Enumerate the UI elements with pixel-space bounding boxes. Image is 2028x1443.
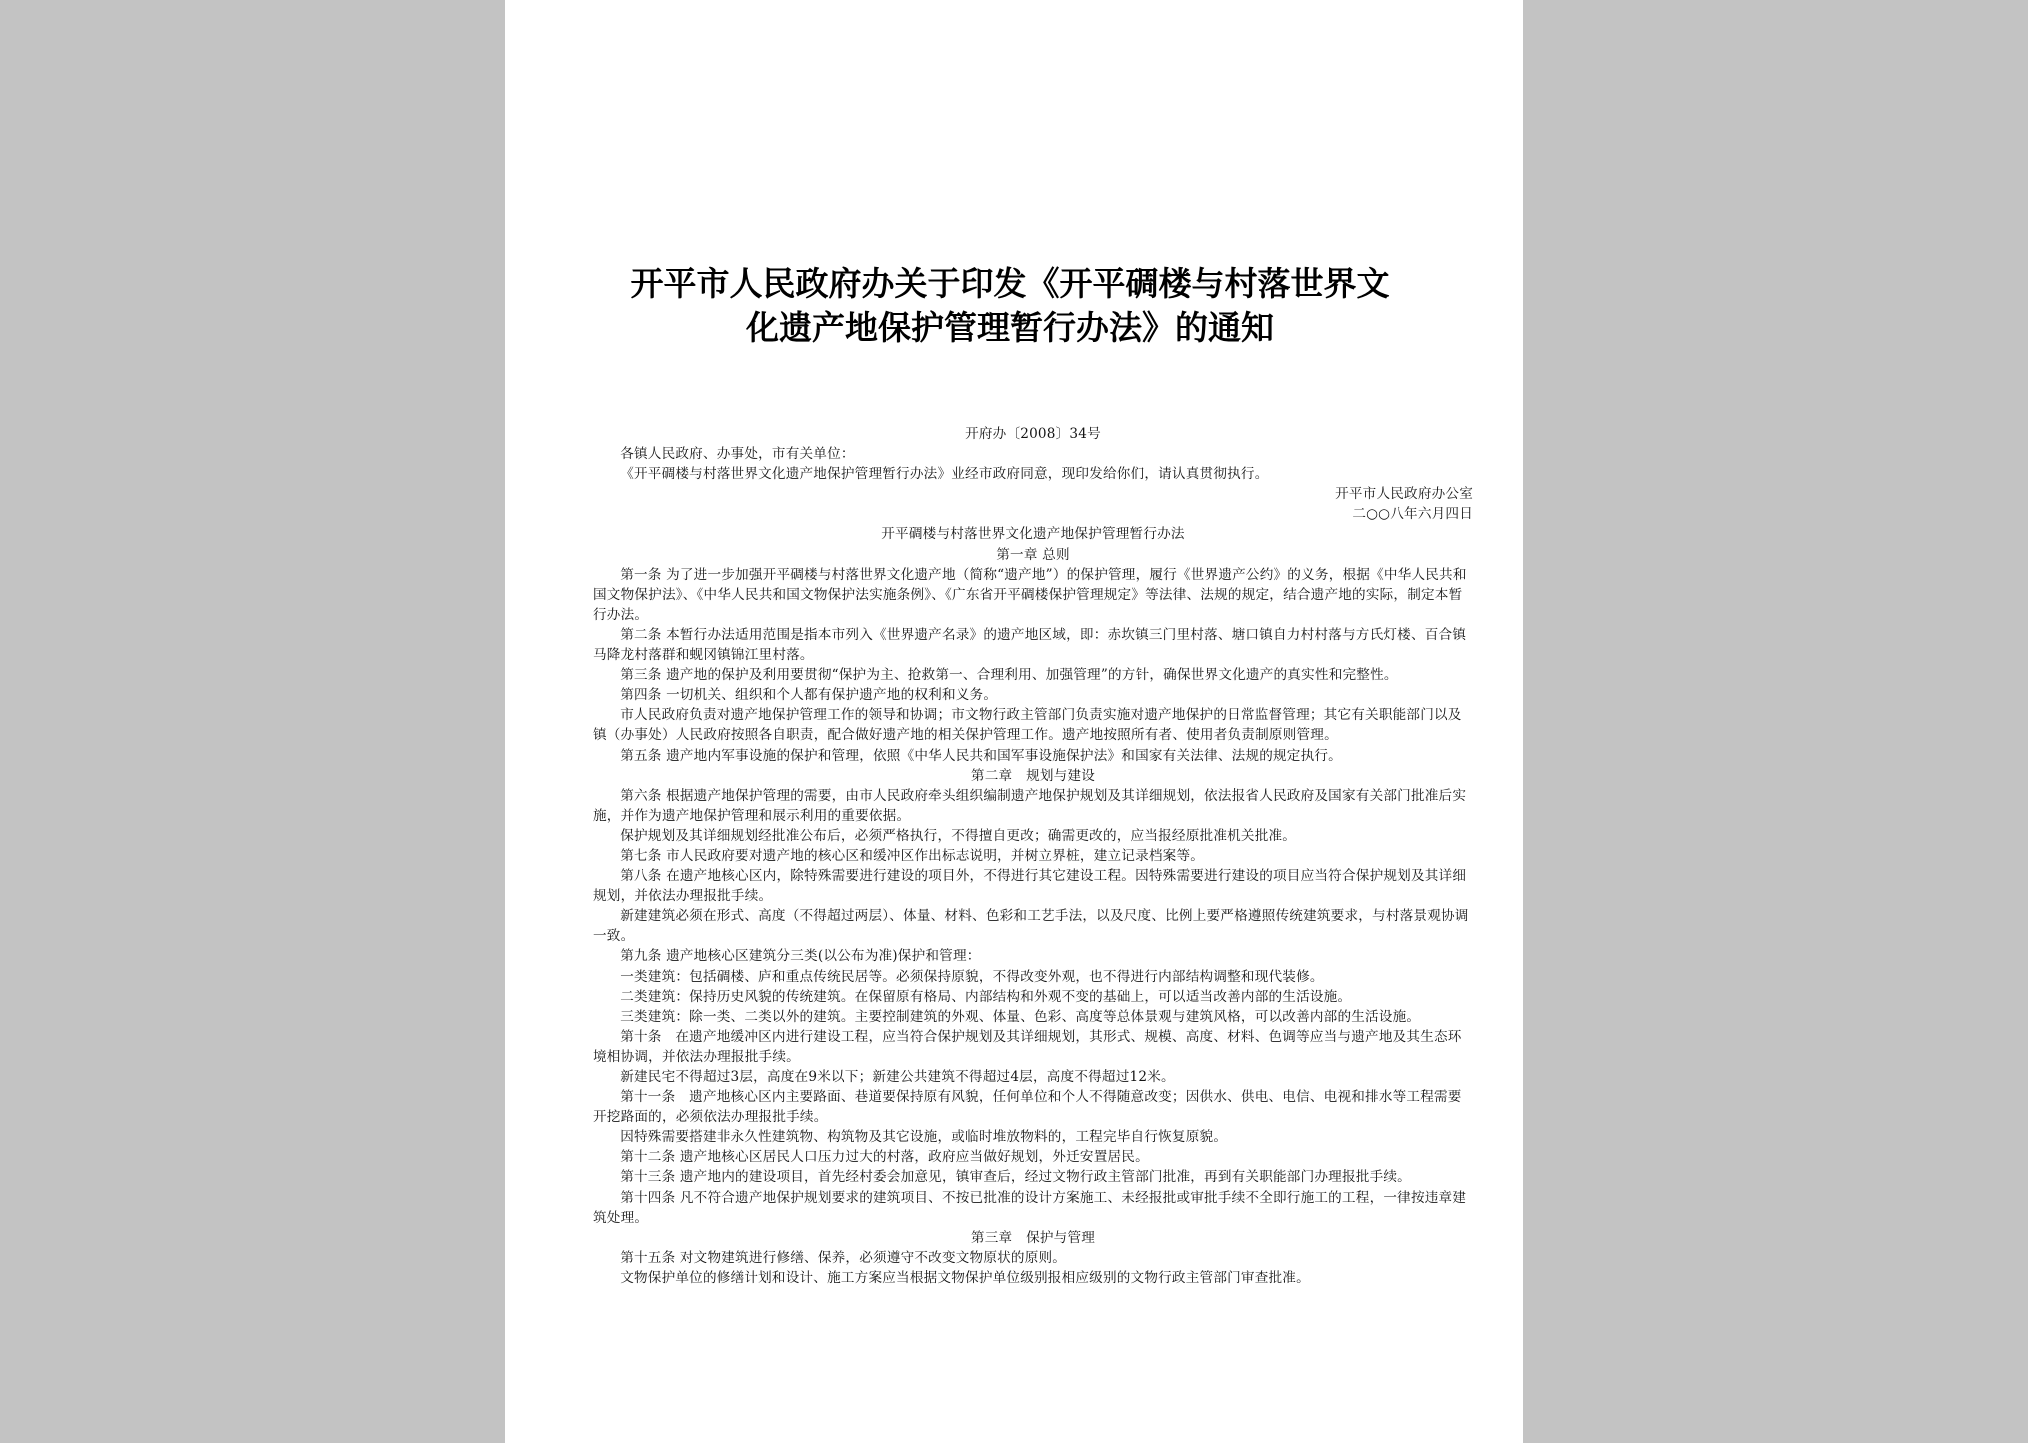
article-paragraph: 一类建筑：包括碉楼、庐和重点传统民居等。必须保持原貌，不得改变外观，也不得进行内部结构调整和现代装修。 [620, 968, 1324, 985]
chapter-heading: 第二章 规划与建设 [970, 767, 1096, 784]
article-paragraph: 第十三条 遗产地内的建设项目，首先经村委会加意见，镇审查后，经过文物行政主管部门批准，再到有关职能部门办理报批手续。 [620, 1169, 1411, 1186]
article-paragraph: 第九条 遗产地核心区建筑分三类(以公布为准)保护和管理： [620, 948, 981, 965]
article-paragraph: 第八条 在遗产地核心区内，除特殊需要进行建设的项目外，不得进行其它建设工程。因特殊需要进行建设的项目应当符合保护规划及其详细规划，并依法办理报批手续。 [593, 868, 1467, 905]
article-paragraph: 三类建筑：除一类、二类以外的建筑。主要控制建筑的外观、体量、色彩、高度等总体景观与建筑风格，可以改善内部的生活设施。 [620, 1008, 1421, 1025]
document-page [505, 0, 1523, 1443]
intro-paragraph: 《开平碉楼与村落世界文化遗产地保护管理暂行办法》业经市政府同意，现印发给你们，请认真贯彻执行。 [620, 466, 1269, 483]
article-paragraph: 第七条 市人民政府要对遗产地的核心区和缓冲区作出标志说明，并树立界桩，建立记录档案等。 [620, 847, 1205, 864]
article-paragraph: 第十四条 凡不符合遗产地保护规划要求的建筑项目、不按已批准的设计方案施工、未经报批或审批手续不全即行施工的工程，一律按违章建筑处理。 [593, 1189, 1467, 1226]
article-paragraph: 市人民政府负责对遗产地保护管理工作的领导和协调；市文物行政主管部门负责实施对遗产地保护的日常监督管理；其它有关职能部门以及镇（办事处）人民政府按照各自职责，配合做好遗产地的相关保护管理工作。遗产地按照所有者、使用者负责制原则管理。 [593, 707, 1462, 744]
article-paragraph: 第十二条 遗产地核心区居民人口压力过大的村落，政府应当做好规划，外迁安置居民。 [620, 1149, 1149, 1166]
chapter-heading: 第三章 保护与管理 [970, 1229, 1096, 1246]
article-paragraph: 因特殊需要搭建非永久性建筑物、构筑物及其它设施，或临时堆放物料的，工程完毕自行恢复原貌。 [620, 1129, 1228, 1146]
article-paragraph: 保护规划及其详细规划经批准公布后，必须严格执行，不得擅自更改；确需更改的，应当报经原批准机关批准。 [620, 827, 1297, 844]
article-paragraph: 第十一条 遗产地核心区内主要路面、巷道要保持原有风貌，任何单位和个人不得随意改变；因供水、供电、电信、电视和排水等工程需要开挖路面的，必须依法办理报批手续。 [593, 1089, 1462, 1126]
addressee: 各镇人民政府、办事处，市有关单位： [620, 446, 855, 463]
chapter-heading: 第一章 总则 [996, 546, 1070, 563]
article-paragraph: 第三条 遗产地的保护及利用要贯彻“保护为主、抢救第一、合理利用、加强管理”的方针，确保世界文化遗产的真实性和完整性。 [620, 667, 1398, 684]
article-paragraph: 二类建筑：保持历史风貌的传统建筑。在保留原有格局、内部结构和外观不变的基础上，可以适当改善内部的生活设施。 [620, 988, 1352, 1005]
issuer: 开平市人民政府办公室 [1335, 486, 1473, 503]
article-paragraph: 第一条 为了进一步加强开平碉楼与村落世界文化遗产地（简称“遗产地”）的保护管理，履行《世界遗产公约》的义务，根据《中华人民共和国文物保护法》、《中华人民共和国文物保护法实施条例》、《广东省开平碉楼保护管理规定》等法律、法规的规定，结合遗产地的实际，制定本暂行办法。 [593, 566, 1467, 623]
doc-number: 开府办〔2008〕34号 [965, 426, 1101, 442]
article-paragraph: 文物保护单位的修缮计划和设计、施工方案应当根据文物保护单位级别报相应级别的文物行政主管部门审查批准。 [620, 1269, 1310, 1286]
document-title [595, 262, 1425, 350]
title-line-2: 化遗产地保护管理暂行办法》的通知 [746, 308, 1274, 347]
article-paragraph: 第十条 在遗产地缓冲区内进行建设工程，应当符合保护规划及其详细规划，其形式、规模、高度、材料、色调等应当与遗产地及其生态环境相协调，并依法办理报批手续。 [593, 1028, 1462, 1065]
document-body [593, 424, 1473, 1288]
article-paragraph: 第十五条 对文物建筑进行修缮、保养，必须遵守不改变文物原状的原则。 [620, 1249, 1067, 1266]
article-paragraph: 新建建筑必须在形式、高度（不得超过两层）、体量、材料、色彩和工艺手法，以及尺度、比例上要严格遵照传统建筑要求，与村落景观协调一致。 [593, 908, 1469, 945]
article-paragraph: 第五条 遗产地内军事设施的保护和管理，依照《中华人民共和国军事设施保护法》和国家有关法律、法规的规定执行。 [620, 747, 1342, 764]
issue-date: 二○○八年六月四日 [1352, 506, 1473, 523]
measures-title: 开平碉楼与村落世界文化遗产地保护管理暂行办法 [881, 526, 1185, 543]
article-paragraph: 第六条 根据遗产地保护管理的需要，由市人民政府牵头组织编制遗产地保护规划及其详细规划，依法报省人民政府及国家有关部门批准后实施，并作为遗产地保护管理和展示利用的重要依据。 [593, 787, 1467, 824]
article-paragraph: 新建民宅不得超过3层，高度在9米以下；新建公共建筑不得超过4层，高度不得超过12米。 [620, 1069, 1175, 1085]
article-paragraph: 第四条 一切机关、组织和个人都有保护遗产地的权利和义务。 [620, 687, 998, 704]
article-paragraph: 第二条 本暂行办法适用范围是指本市列入《世界遗产名录》的遗产地区域，即：赤坎镇三门里村落、塘口镇自力村村落与方氏灯楼、百合镇马降龙村落群和蚬冈镇锦江里村落。 [593, 626, 1467, 664]
title-line-1: 开平市人民政府办关于印发《开平碉楼与村落世界文 [630, 264, 1390, 303]
